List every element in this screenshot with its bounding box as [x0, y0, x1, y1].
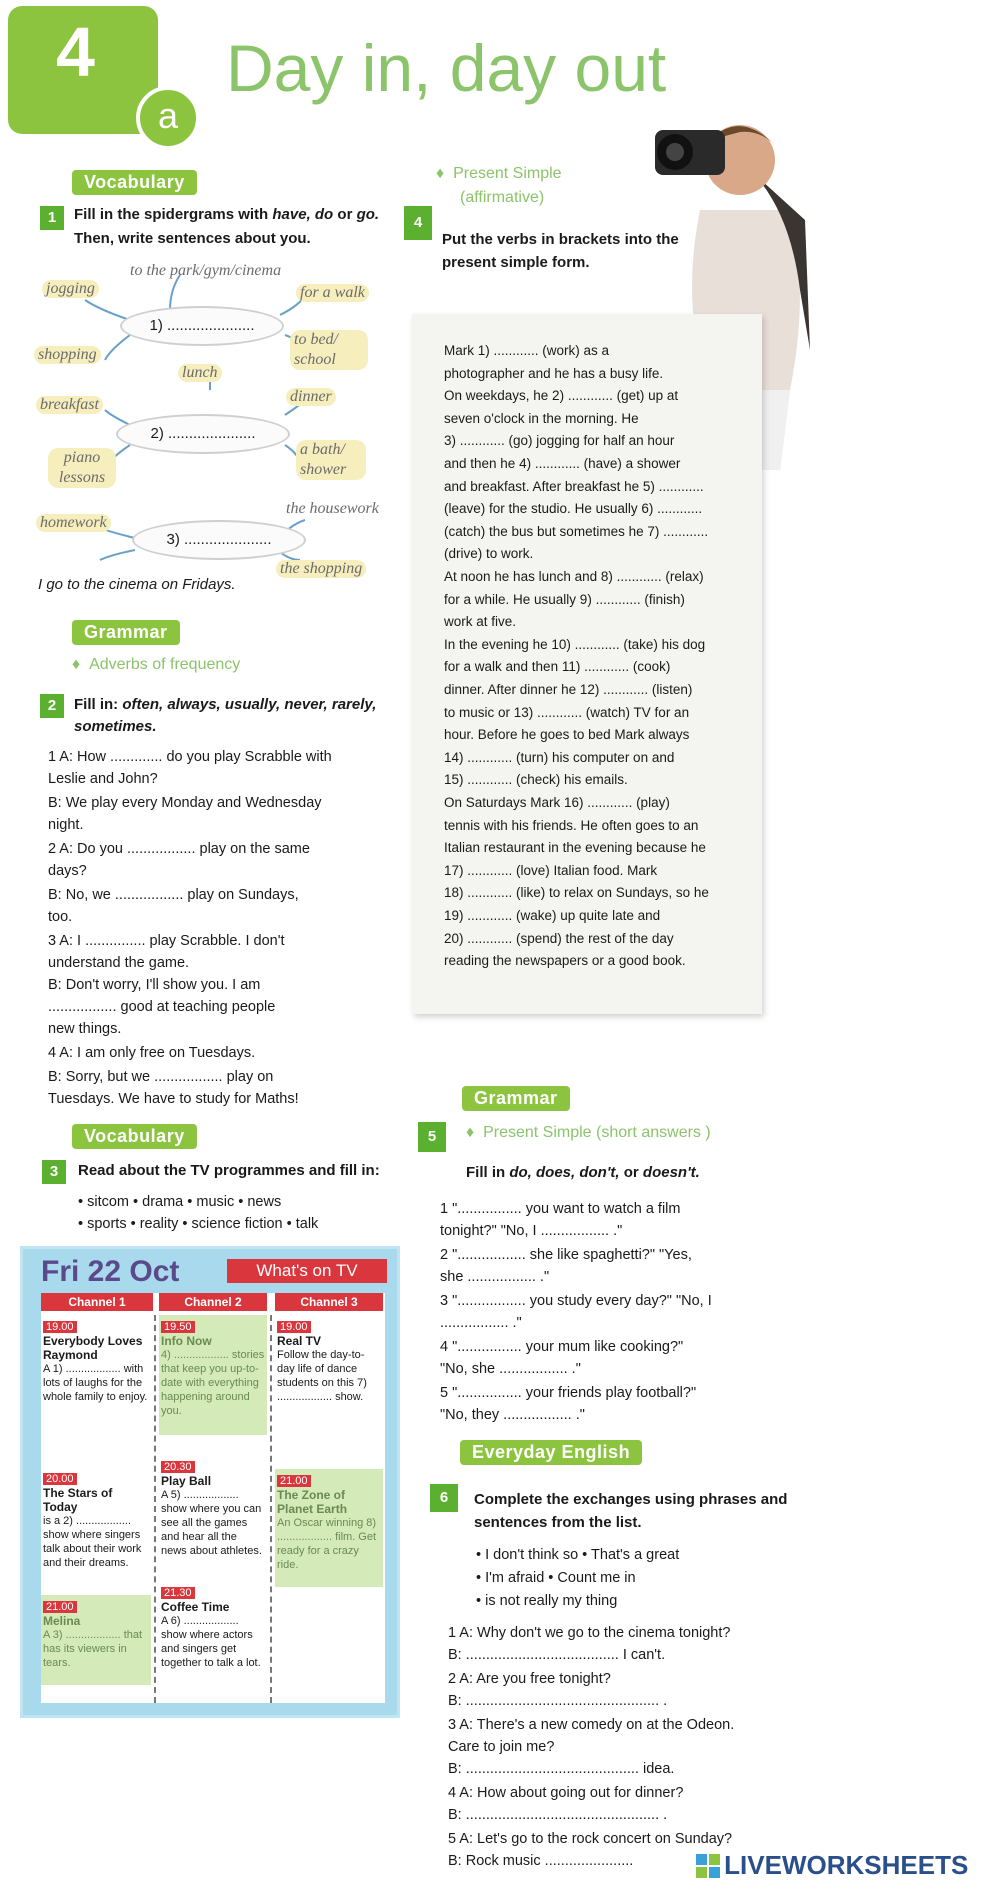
show-time: 20.30 — [161, 1461, 195, 1473]
page-title: Day in, day out — [226, 31, 667, 105]
spider2-item-lunch: lunch — [178, 364, 222, 382]
show-time: 21.00 — [277, 1475, 311, 1487]
ex6-line: B: Rock music ...................... — [448, 1853, 634, 1869]
vocabulary-heading-2: Vocabulary — [72, 1124, 197, 1149]
spider2-blank: 2) ..................... — [150, 425, 256, 442]
show-time: 19.50 — [161, 1321, 195, 1333]
ex2-line: Tuesdays. We have to study for Maths! — [48, 1091, 299, 1107]
show-description: A 1) .................. with lots of laughs for the whole family to enjoy. — [43, 1363, 148, 1403]
ex2-line: days? — [48, 863, 87, 879]
ex4-instruction-a: Put the verbs in brackets into the — [442, 231, 679, 248]
ex4-line: 19) ............ (wake) up quite late and — [444, 908, 661, 923]
present-simple-label: Present Simple — [453, 165, 562, 182]
column-divider — [270, 1315, 272, 1703]
ex3-words-row1: • sitcom • drama • music • news — [78, 1194, 282, 1210]
ex4-line: (drive) to work. — [444, 546, 534, 562]
ex4-line: reading the newspapers or a good book. — [444, 953, 686, 969]
ex5-line: "No, they ................. ." — [440, 1407, 585, 1423]
ex5-line: 2 "................. she like spaghetti?" "Yes, — [440, 1247, 692, 1263]
ex5-line: ................. ." — [440, 1315, 522, 1331]
show-description: is a 2) .................. show where singers talk about their work and their dreams. — [43, 1515, 142, 1569]
ex2-line: B: No, we ................. play on Sundays, — [48, 887, 299, 903]
ex4-line: (catch) the bus but sometimes he 7) ............ — [444, 523, 709, 539]
ex2-line: understand the game. — [48, 955, 190, 971]
ex5-instruction-a: Fill in — [466, 1164, 506, 1181]
ex4-line: On Saturdays Mark 16) ............ (play) — [444, 795, 670, 810]
everyday-english-heading: Everyday English — [460, 1440, 642, 1465]
ex4-line: tennis with his friends. He often goes to an — [444, 817, 699, 833]
tv-banner — [227, 1259, 387, 1283]
spider1-item-jogging: jogging — [42, 280, 99, 298]
channel-3-header: Channel 3 — [275, 1293, 383, 1311]
spider3-center — [132, 520, 306, 560]
ex4-line: Italian restaurant in the evening because he — [444, 840, 706, 856]
ex5-or: or — [623, 1164, 639, 1181]
ex6-line: B: ...................................... I can't. — [448, 1647, 666, 1663]
short-answers-subheading — [466, 1124, 711, 1142]
ex6-line: Care to join me? — [448, 1739, 555, 1755]
show-description: 4) .................. stories that keep you up-to-date with everything happening around you. — [161, 1349, 265, 1417]
ex6-line: B: ................................................ . — [448, 1807, 668, 1823]
ex2-line: new things. — [48, 1021, 122, 1037]
ex1-example-sentence: I go to the cinema on Fridays. — [38, 576, 236, 593]
show-title: The Stars of Today — [43, 1486, 113, 1514]
ex2-line: B: Sorry, but we ................. play on — [48, 1069, 274, 1085]
exercise-number-5: 5 — [418, 1122, 446, 1152]
ex1-instruction-a: Fill in the spidergrams with — [74, 206, 269, 223]
ex6-line: 2 A: Are you free tonight? — [448, 1671, 611, 1687]
channel-1-header: Channel 1 — [41, 1293, 153, 1311]
show-description: An Oscar winning 8) .................. film. Get ready for a crazy ride. — [277, 1517, 377, 1571]
show-time: 20.00 — [43, 1473, 77, 1485]
ex4-line: 20) ............ (spend) the rest of the day — [444, 930, 674, 946]
spider2-item-piano: piano lessons — [48, 448, 116, 488]
spider3-item-housework: the housework — [286, 500, 379, 517]
ex4-line: hour. Before he goes to bed Mark always — [444, 727, 690, 743]
spider3-item-homework: homework — [36, 514, 111, 532]
vocabulary-heading-1: Vocabulary — [72, 170, 197, 195]
ex5-line: 5 "................ your friends play football?" — [440, 1385, 697, 1401]
spider2-item-dinner: dinner — [286, 388, 336, 406]
ex6-line: 3 A: There's a new comedy on at the Odeon. — [448, 1717, 735, 1733]
ex4-line: 14) ............ (turn) his computer on and — [444, 749, 675, 765]
unit-badge — [8, 6, 179, 136]
exercise-3 — [42, 1160, 402, 1236]
ex5-instruction-words: do, does, don't, — [509, 1164, 620, 1181]
column-divider — [154, 1315, 156, 1703]
ex4-line: for a walk and then 11) ............ (cook) — [444, 659, 671, 675]
ex2-line: 3 A: I ............... play Scrabble. I don't — [48, 933, 285, 949]
exercise-number-2: 2 — [40, 694, 64, 718]
ex4-line: and breakfast. After breakfast he 5) ............ — [444, 478, 704, 494]
ex6-line: B: ................................................ . — [448, 1693, 668, 1709]
ex5-line: she ................. ." — [440, 1269, 550, 1285]
ex2-line: night. — [48, 817, 84, 833]
ex5-line: 4 "................ your mum like cooking?" — [440, 1339, 684, 1355]
ex4-line: work at five. — [444, 614, 517, 630]
diamond-icon: ♦ — [72, 656, 81, 673]
ex4-line: 15) ............ (check) his emails. — [444, 772, 628, 788]
ex6-list-row1: • I don't think so • That's a great — [476, 1547, 680, 1563]
ex4-line: 3) ............ (go) jogging for half an hour — [444, 433, 675, 449]
ex2-line: 2 A: Do you ................. play on the same — [48, 841, 310, 857]
present-simple-subheading — [436, 162, 562, 210]
unit-letter — [136, 86, 200, 150]
ex2-line: Leslie and John? — [48, 771, 158, 787]
channel-1-column — [41, 1293, 153, 1703]
ex4-instruction — [442, 228, 679, 274]
ex4-line: seven o'clock in the morning. He — [444, 410, 639, 426]
show-title: Melina — [43, 1614, 81, 1628]
ex2-line: B: Don't worry, I'll show you. I am — [48, 977, 261, 993]
ex6-phrase-list — [476, 1544, 679, 1613]
ex4-instruction-b: present simple form. — [442, 254, 590, 271]
spider2-item-bath: a bath/ shower — [296, 440, 366, 480]
ex1-have-do: have, do — [272, 206, 334, 223]
present-simple-affirmative: (affirmative) — [460, 189, 545, 206]
liveworksheets-grid-icon — [696, 1854, 720, 1878]
ex6-instruction-a: Complete the exchanges using phrases and — [474, 1491, 788, 1508]
spider3-item-shopping: the shopping — [276, 560, 366, 578]
spider1-blank: 1) ..................... — [149, 317, 255, 334]
ex4-line: and then he 4) ............ (have) a shower — [444, 456, 681, 471]
ex6-list-row2: • I'm afraid • Count me in — [476, 1570, 636, 1586]
show-description: Follow the day-to-day life of dance students on this 7) .................. show. — [277, 1349, 367, 1403]
ex1-go: go. — [356, 206, 380, 223]
ex5-line: "No, she ................. ." — [440, 1361, 581, 1377]
channel-2-header: Channel 2 — [159, 1293, 267, 1311]
show-time: 19.00 — [43, 1321, 77, 1333]
diamond-icon: ♦ — [436, 165, 445, 182]
ex6-exchanges — [448, 1622, 778, 1872]
channel-2-column — [159, 1293, 267, 1703]
show-time: 21.30 — [161, 1587, 195, 1599]
grammar-heading-1: Grammar — [72, 620, 180, 645]
exercise-number-3: 3 — [42, 1160, 66, 1184]
adverbs-subheading — [72, 656, 240, 674]
spider3-blank: 3) ..................... — [166, 531, 272, 548]
exercise-1 — [40, 206, 400, 247]
ex6-list-row3: • is not really my thing — [476, 1593, 618, 1609]
spider1-item-shopping: shopping — [34, 346, 101, 364]
show-title: The Zone of Planet Earth — [277, 1488, 348, 1516]
spider2-center — [116, 414, 290, 454]
adverbs-subheading-text: Adverbs of frequency — [89, 656, 241, 673]
exercise-2 — [40, 694, 377, 742]
tv-schedule — [41, 1293, 385, 1703]
show-title: Coffee Time — [161, 1600, 230, 1614]
show-title: Info Now — [161, 1334, 212, 1348]
ex4-line: (leave) for the studio. He usually 6) ............ — [444, 501, 703, 517]
ex6-line: 4 A: How about going out for dinner? — [448, 1785, 684, 1801]
exercise-number-6: 6 — [430, 1484, 458, 1512]
ex2-line: too. — [48, 909, 73, 925]
exercise-number-1: 1 — [40, 206, 64, 230]
show-title: Play Ball — [161, 1474, 212, 1488]
spider1-item-bed: to bed/ school — [290, 330, 368, 370]
short-answers-label: Present Simple (short answers ) — [483, 1124, 711, 1141]
ex2-line: ................. good at teaching people — [48, 999, 276, 1015]
liveworksheets-brand: LIVEWORKSHEETS — [724, 1850, 969, 1880]
show-description: A 5) .................. show where you can see all the games and hear all the news about athletes. — [161, 1489, 262, 1557]
ex4-line: to music or 13) ............ (watch) TV for an — [444, 704, 690, 720]
ex4-line: 17) ............ (love) Italian food. Mark — [444, 862, 658, 878]
ex3-words-row2: • sports • reality • science fiction • talk — [78, 1216, 319, 1232]
ex4-line: On weekdays, he 2) ............ (get) up at — [444, 388, 679, 404]
ex2-instruction-words: often, always, usually, never, rarely, — [122, 696, 377, 713]
show-time: 19.00 — [277, 1321, 311, 1333]
ex2-line: 4 A: I am only free on Tuesdays. — [48, 1045, 256, 1061]
ex6-line: 1 A: Why don't we go to the cinema tonight? — [448, 1625, 731, 1641]
spider1-center — [120, 306, 284, 346]
channel-3-column — [275, 1293, 383, 1703]
ex2-line: 1 A: How ............. do you play Scrabble with — [48, 749, 332, 765]
tv-banner-text: What's on TV — [256, 1261, 358, 1280]
show-title: Real TV — [277, 1334, 322, 1348]
ex6-instruction-b: sentences from the list. — [474, 1514, 642, 1531]
ex3-instruction: Read about the TV programmes and fill in: — [78, 1162, 380, 1179]
ex5-line: tonight?" "No, I ................. ." — [440, 1223, 623, 1239]
ex4-line: dinner. After dinner he 12) ............ (listen) — [444, 682, 693, 697]
ex4-text — [444, 340, 734, 980]
liveworksheets-logo[interactable] — [696, 1850, 968, 1882]
grammar-heading-2: Grammar — [462, 1086, 570, 1111]
ex4-line: In the evening he 10) ............ (take) his dog — [444, 636, 706, 652]
unit-letter-text: a — [157, 95, 179, 136]
ex5-line: 3 "................. you study every day?" "No, I — [440, 1293, 712, 1309]
tv-guide — [20, 1246, 400, 1718]
unit-number: 4 — [56, 13, 95, 91]
ex5-instruction — [466, 1164, 700, 1181]
show-title: Everybody Loves Raymond — [43, 1334, 143, 1362]
ex5-line: 1 "................ you want to watch a film — [440, 1201, 681, 1217]
ex6-line: 5 A: Let's go to the rock concert on Sunday? — [448, 1831, 733, 1847]
exercise-number-4: 4 — [404, 206, 432, 240]
ex2-instruction-a: Fill in: — [74, 696, 119, 713]
diamond-icon: ♦ — [466, 1124, 475, 1141]
ex4-line: At noon he has lunch and 8) ............ (relax) — [444, 569, 704, 584]
show-description: A 6) .................. show where actors and singers get together to talk a lot. — [161, 1615, 261, 1669]
ex2-line: B: We play every Monday and Wednesday — [48, 795, 322, 811]
ex4-line: Mark 1) ............ (work) as a — [444, 343, 610, 358]
spider1-item-walk: for a walk — [296, 284, 369, 302]
ex5-questions — [440, 1198, 770, 1424]
ex1-or: or — [337, 206, 353, 223]
ex5-instruction-last: doesn't. — [642, 1164, 700, 1181]
ex4-line: 18) ............ (like) to relax on Sundays, so he — [444, 885, 709, 901]
show-time: 21.00 — [43, 1601, 77, 1613]
ex2-dialogues — [48, 746, 378, 1106]
ex4-line: for a while. He usually 9) ............ (finish) — [444, 591, 685, 607]
spider2-item-breakfast: breakfast — [36, 396, 103, 414]
spider1-item-park: to the park/gym/cinema — [130, 262, 282, 279]
show-description: A 3) .................. that has its viewers in tears. — [43, 1629, 143, 1669]
tv-date: Fri 22 Oct — [41, 1255, 180, 1288]
ex6-line: B: ........................................... idea. — [448, 1761, 675, 1777]
ex4-line: photographer and he has a busy life. — [444, 365, 664, 381]
ex6-instruction — [474, 1488, 787, 1534]
ex2-instruction-words2: sometimes. — [74, 718, 157, 735]
ex1-instruction-b: Then, write sentences about you. — [74, 230, 311, 247]
